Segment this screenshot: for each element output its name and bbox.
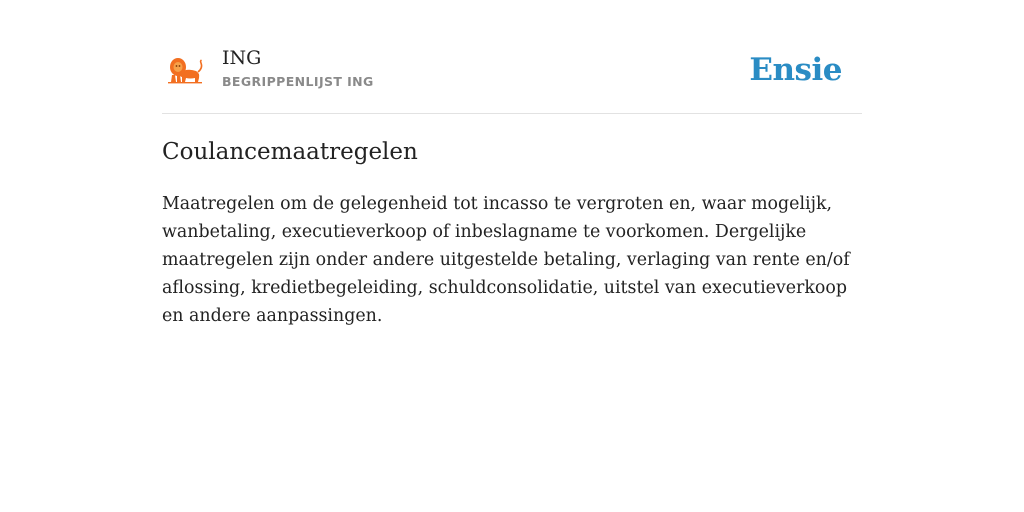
lion-icon[interactable] [166, 56, 204, 84]
term-title: Coulancemaatregelen [162, 139, 418, 165]
organization-name[interactable]: ING [222, 47, 262, 69]
brand-logo[interactable]: Ensie [749, 52, 842, 88]
header [162, 40, 862, 114]
term-definition: Maatregelen om de gelegenheid tot incasso te vergroten en, waar mogelijk, wanbetaling, executieverkoop of inbeslagname te voorkomen. Dergelijke maatregelen zijn onder andere uitgestelde betaling, verlaging van rente en/of aflossing, kredietbegeleiding, schuldconsolidatie, uitstel van executieverkoop en andere aanpassingen. [162, 194, 850, 326]
glossary-subtitle[interactable]: BEGRIPPENLIJST ING [222, 74, 374, 89]
